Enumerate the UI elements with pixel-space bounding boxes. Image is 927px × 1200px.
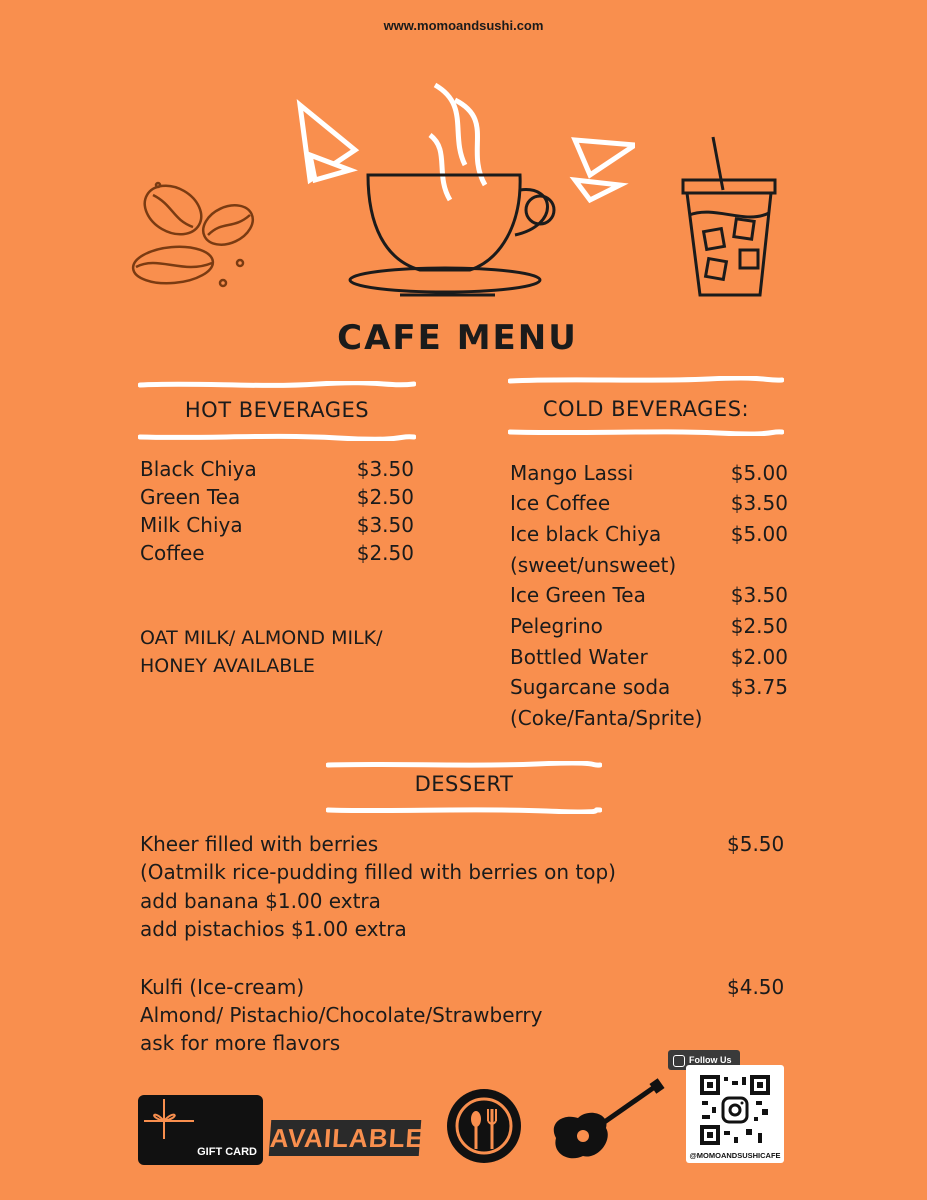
follow-us-label: Follow Us (689, 1055, 732, 1065)
item-price: $2.50 (356, 541, 414, 565)
item-name: Mango Lassi (510, 461, 634, 485)
menu-item (510, 645, 788, 669)
gift-bow-icon (144, 1099, 194, 1139)
kulfi-note: ask for more flavors (140, 1031, 341, 1055)
kheer-name: Kheer filled with berries (140, 832, 379, 856)
menu-item (140, 541, 414, 565)
menu-item (510, 522, 788, 546)
kheer-price: $5.50 (727, 832, 785, 856)
menu-item (140, 457, 414, 481)
hot-brush-top (138, 381, 416, 389)
menu-item (140, 513, 414, 537)
coffee-cup-icon (290, 75, 635, 300)
instagram-icon (673, 1055, 685, 1067)
hot-beverages-heading: HOT BEVERAGES (184, 398, 370, 422)
item-name: Bottled Water (510, 645, 648, 669)
dessert-heading: DESSERT (414, 772, 514, 796)
item-name: Green Tea (140, 485, 241, 509)
website-url[interactable]: www.momoandsushi.com (383, 18, 544, 33)
kheer-addon-pistachios: add pistachios $1.00 extra (140, 917, 407, 941)
item-name: (Coke/Fanta/Sprite) (510, 706, 703, 730)
dessert-brush-bottom (326, 806, 602, 814)
item-name: Black Chiya (140, 457, 257, 481)
guitar-icon (548, 1078, 666, 1164)
item-price: $3.50 (730, 583, 788, 607)
cold-brush-top (508, 376, 784, 384)
kulfi-price: $4.50 (727, 975, 785, 999)
kulfi-name: Kulfi (Ice-cream) (140, 975, 305, 999)
kheer-description: (Oatmilk rice-pudding filled with berries on top) (140, 860, 616, 884)
item-price: $2.50 (356, 485, 414, 509)
menu-item-note (510, 553, 788, 577)
honey-note: HONEY AVAILABLE (140, 655, 315, 677)
gift-card (138, 1095, 263, 1165)
gift-card-label: GIFT CARD (197, 1146, 257, 1158)
menu-item (140, 485, 414, 509)
kulfi-flavors: Almond/ Pistachio/Chocolate/Strawberry (140, 1003, 543, 1027)
menu-item (510, 461, 788, 485)
coffee-beans-icon (128, 175, 268, 300)
item-name: Ice Green Tea (510, 583, 646, 607)
item-name: Sugarcane soda (510, 675, 671, 699)
item-name: Ice Coffee (510, 491, 611, 515)
menu-item-note (510, 706, 788, 730)
page-title: CAFE MENU (337, 318, 578, 358)
item-price: $2.50 (730, 614, 788, 638)
iced-drink-icon (675, 135, 785, 300)
menu-item (510, 614, 788, 638)
menu-item (510, 583, 788, 607)
instagram-handle: @MOMOANDSUSHICAFE (689, 1151, 781, 1160)
menu-item (510, 675, 788, 699)
item-price: $3.75 (730, 675, 788, 699)
item-price: $5.00 (730, 461, 788, 485)
item-name: (sweet/unsweet) (510, 553, 677, 577)
item-price: $3.50 (356, 457, 414, 481)
kheer-addon-banana: add banana $1.00 extra (140, 889, 381, 913)
hot-brush-bottom (138, 433, 416, 441)
qr-code-icon (700, 1075, 770, 1145)
menu-item (510, 491, 788, 515)
cold-beverages-heading: COLD BEVERAGES: (542, 397, 750, 421)
restaurant-icon (445, 1087, 523, 1165)
item-name: Ice black Chiya (510, 522, 662, 546)
instagram-qr-card[interactable] (686, 1065, 784, 1163)
milk-options-note: OAT MILK/ ALMOND MILK/ (140, 627, 383, 649)
item-price: $3.50 (730, 491, 788, 515)
dessert-brush-top (326, 761, 602, 769)
item-name: Pelegrino (510, 614, 603, 638)
item-name: Coffee (140, 541, 205, 565)
item-price: $5.00 (730, 522, 788, 546)
cold-brush-bottom (508, 428, 784, 436)
available-banner: AVAILABLE (269, 1120, 422, 1156)
item-price: $3.50 (356, 513, 414, 537)
item-price: $2.00 (730, 645, 788, 669)
item-name: Milk Chiya (140, 513, 243, 537)
